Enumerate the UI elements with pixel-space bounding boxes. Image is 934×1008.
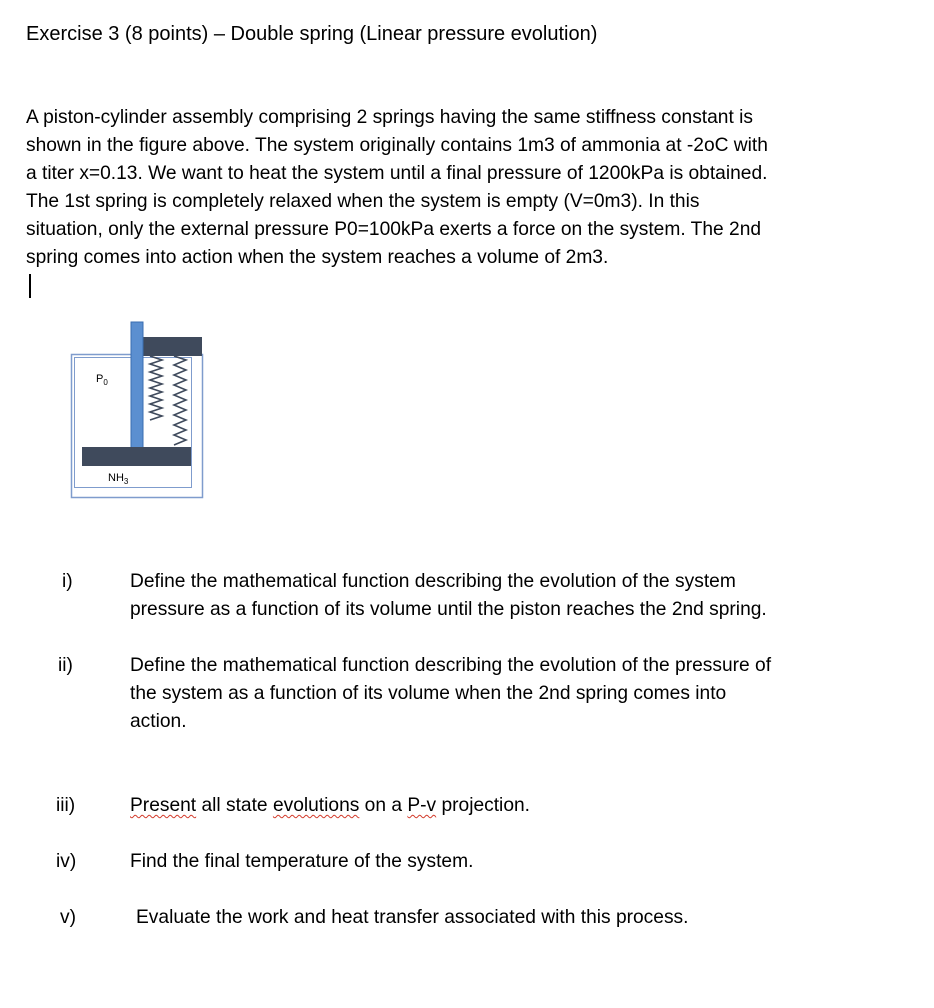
text-cursor	[29, 274, 31, 298]
statement-line: spring comes into action when the system reaches a volume of 2m3.	[26, 247, 609, 268]
spring-1	[150, 356, 162, 420]
question-number: iii)	[56, 795, 76, 816]
spring-2	[174, 356, 186, 445]
statement-line: situation, only the external pressure P0=100kPa exerts a force on the system. The 2nd	[26, 219, 762, 240]
gas-label: $NH_3$	[108, 472, 129, 486]
text-segment: all state	[196, 795, 273, 816]
question-text	[130, 568, 870, 624]
question-line: Define the mathematical function describing the evolution of the system	[130, 571, 736, 592]
question-line: Find the final temperature of the system.	[130, 851, 474, 872]
piston	[82, 447, 191, 466]
problem-statement	[26, 104, 866, 272]
question-number: ii)	[58, 655, 73, 676]
text-segment: projection.	[436, 795, 530, 816]
statement-line: shown in the figure above. The system originally contains 1m3 of ammonia at -2oC with	[26, 135, 768, 156]
statement-line: A piston-cylinder assembly comprising 2 springs having the same stiffness constant is	[26, 107, 753, 128]
piston-cylinder-diagram	[70, 318, 206, 500]
question-text	[130, 848, 870, 876]
text-segment: on a	[359, 795, 408, 816]
question-text	[130, 652, 870, 736]
question-number: iv)	[56, 851, 77, 872]
question-line: action.	[130, 711, 187, 732]
question-line	[130, 792, 870, 820]
question-text	[136, 904, 876, 932]
question-line: Define the mathematical function describing the evolution of the pressure of	[130, 655, 772, 676]
question-line: pressure as a function of its volume until the piston reaches the 2nd spring.	[130, 599, 767, 620]
statement-line: The 1st spring is completely relaxed when the system is empty (V=0m3). In this	[26, 191, 700, 212]
piston-cylinder-figure	[70, 318, 206, 500]
question-line: the system as a function of its volume when the 2nd spring comes into	[130, 683, 727, 704]
p0-label: $P_0$	[96, 373, 108, 387]
question-number: v)	[60, 907, 76, 928]
exercise-title: Exercise 3 (8 points) – Double spring (Linear pressure evolution)	[26, 23, 598, 45]
piston-rod	[131, 322, 143, 448]
spellcheck-word: evolutions	[272, 795, 360, 816]
question-number: i)	[62, 571, 73, 592]
spellcheck-word: Present	[130, 795, 197, 816]
spellcheck-word: P-v	[407, 795, 437, 816]
question-text	[130, 792, 870, 820]
statement-line: a titer x=0.13. We want to heat the system until a final pressure of 1200kPa is obtained.	[26, 163, 768, 184]
question-line: Evaluate the work and heat transfer associated with this process.	[136, 907, 689, 928]
